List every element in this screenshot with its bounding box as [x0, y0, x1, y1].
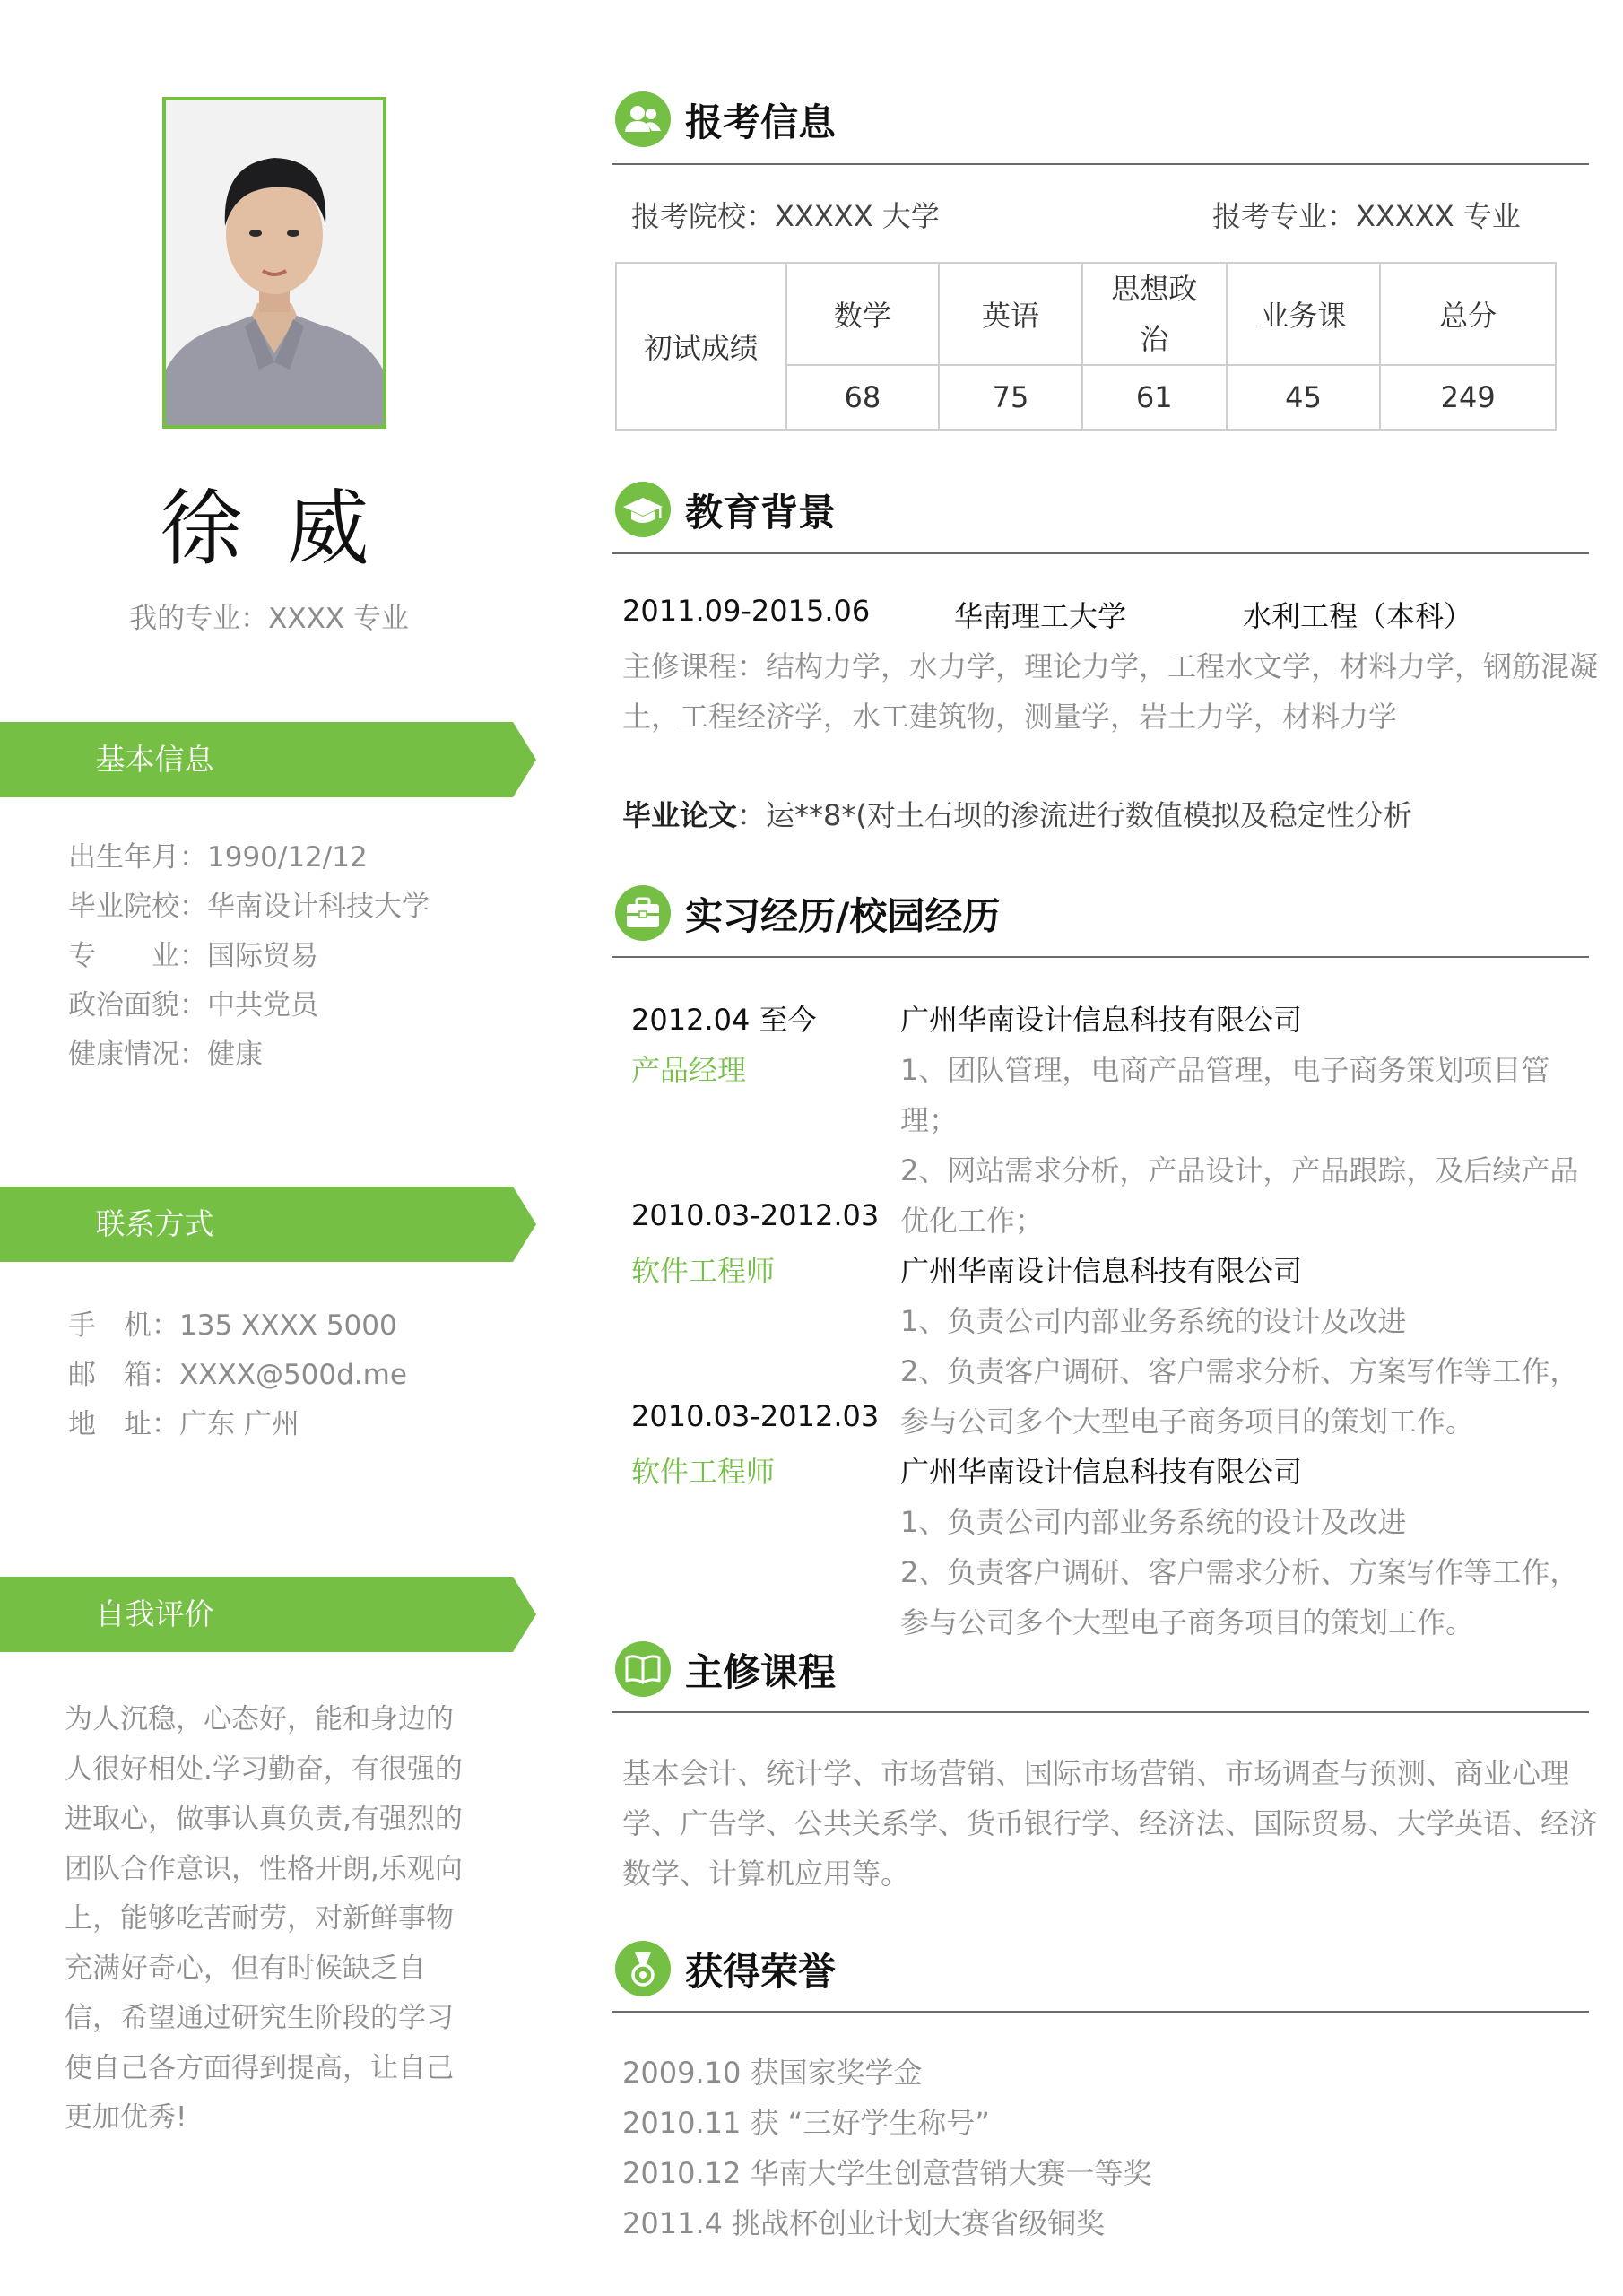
- info-major: 专 业：国际贸易: [68, 940, 318, 972]
- education-courses-line2: 土，工程经济学，水工建筑物，测量学，岩土力学，材料力学: [622, 700, 1398, 734]
- honor-item-4: 2011.4 挑战杯创业计划大赛省级铜奖: [622, 2206, 1106, 2240]
- medal-icon: [615, 1941, 671, 1996]
- experience-desc-1-line1: 1、团队管理，电商产品管理，电子商务策划项目管: [900, 1053, 1550, 1087]
- basic-info-banner: [0, 722, 536, 797]
- courses-line3: 数学、计算机应用等。: [622, 1857, 910, 1891]
- experience-role-3: 软件工程师: [631, 1455, 776, 1489]
- education-degree: 水利工程（本科）: [1243, 599, 1473, 633]
- experience-desc-1-line2: 理；: [900, 1103, 959, 1137]
- self-eval-banner: [0, 1577, 536, 1652]
- education-courses-line1: 主修课程：结构力学，水力学，理论力学，工程水文学，材料力学，钢筋混凝: [622, 649, 1599, 683]
- exam-score-table: [615, 262, 1557, 430]
- experience-desc-2-line3: 参与公司多个大型电子商务项目的策划工作。: [900, 1405, 1475, 1439]
- courses-line2: 学、广告学、公共关系学、货币银行学、经济法、国际贸易、大学英语、经济: [622, 1806, 1599, 1840]
- score-header-politics: [1082, 263, 1227, 365]
- candidate-name: 徐 威: [160, 481, 378, 577]
- score-math: 68: [786, 365, 940, 430]
- exam-school: 报考院校：XXXXX 大学: [631, 199, 940, 233]
- self-eval-text: 为人沉稳，心态好，能和身边的人很好相处.学习勤奋，有很强的进取心，做事认真负责,有强烈的团队合作意识，性格开朗,乐观向上，能够吃苦耐劳，对新鲜事物充满好奇心，但有时候缺乏自信，希望通过研究生阶段的学习使自己各方面得到提高，让自己更加优秀!: [65, 1703, 463, 2134]
- section-divider: [612, 163, 1589, 165]
- profile-photo: [162, 97, 386, 429]
- section-divider: [612, 552, 1589, 554]
- info-school: 毕业院校：华南设计科技大学: [68, 891, 430, 923]
- users-icon: [615, 91, 671, 147]
- honor-item-1: 2009.10 获国家奖学金: [622, 2056, 923, 2090]
- graduation-cap-icon: [615, 482, 671, 537]
- score-english: 75: [939, 365, 1082, 430]
- experience-period-2: 2010.03-2012.03: [631, 1198, 880, 1232]
- score-header-major-course: 业务课: [1227, 263, 1381, 365]
- score-politics: 61: [1082, 365, 1227, 430]
- info-politics: 政治面貌：中共党员: [68, 989, 318, 1022]
- contact-phone: 手 机：135 XXXX 5000: [68, 1309, 397, 1342]
- experience-desc-2-line2: 2、负责客户调研、客户需求分析、方案写作等工作，: [900, 1354, 1579, 1388]
- thesis-text: ：运**8*(对土石坝的渗流进行数值模拟及稳定性分析: [737, 798, 1412, 832]
- info-birth: 出生年月：1990/12/12: [68, 841, 368, 874]
- courses-section-title: 主修课程: [685, 1650, 837, 1694]
- experience-desc-1-line3: 2、网站需求分析，产品设计，产品跟踪，及后续产品: [900, 1153, 1579, 1187]
- courses-line1: 基本会计、统计学、市场营销、国际市场营销、市场调查与预测、商业心理: [622, 1756, 1570, 1790]
- book-icon: [615, 1641, 671, 1697]
- contact-banner: [0, 1187, 536, 1262]
- briefcase-icon: [615, 885, 671, 941]
- honors-section-title: 获得荣誉: [685, 1950, 837, 1994]
- experience-company-3: 广州华南设计信息科技有限公司: [900, 1455, 1303, 1489]
- contact-title: 联系方式: [95, 1206, 214, 1241]
- experience-desc-3-line3: 参与公司多个大型电子商务项目的策划工作。: [900, 1605, 1475, 1639]
- candidate-major: 我的专业：XXXX 专业: [129, 603, 409, 635]
- experience-desc-2-line1: 1、负责公司内部业务系统的设计及改进: [900, 1304, 1407, 1338]
- experience-desc-3-line1: 1、负责公司内部业务系统的设计及改进: [900, 1505, 1407, 1539]
- self-eval-title: 自我评价: [95, 1596, 214, 1631]
- person-photo-illustration: [166, 100, 383, 425]
- contact-email: 邮 箱：XXXX@500d.me: [68, 1359, 407, 1391]
- section-divider: [612, 2011, 1589, 2013]
- contact-address: 地 址：广东 广州: [68, 1408, 299, 1440]
- section-divider: [612, 1711, 1589, 1713]
- honor-item-3: 2010.12 华南大学生创意营销大赛一等奖: [622, 2156, 1152, 2190]
- score-header-total: 总分: [1380, 263, 1556, 365]
- exam-section-title: 报考信息: [685, 100, 837, 144]
- experience-period-3: 2010.03-2012.03: [631, 1399, 880, 1433]
- education-section-title: 教育背景: [685, 491, 837, 535]
- exam-major: 报考专业：XXXXX 专业: [1212, 199, 1521, 233]
- experience-company-2: 广州华南设计信息科技有限公司: [900, 1254, 1303, 1288]
- thesis-label: 毕业论文: [622, 798, 738, 832]
- basic-info-title: 基本信息: [95, 742, 214, 777]
- experience-role-2: 软件工程师: [631, 1254, 776, 1288]
- experience-period-1: 2012.04 至今: [631, 1003, 817, 1037]
- score-total: 249: [1380, 365, 1556, 430]
- score-major-course: 45: [1227, 365, 1381, 430]
- section-divider: [612, 956, 1589, 958]
- score-header-english: 英语: [939, 263, 1082, 365]
- info-health: 健康情况：健康: [68, 1039, 263, 1071]
- experience-desc-3-line2: 2、负责客户调研、客户需求分析、方案写作等工作，: [900, 1555, 1579, 1589]
- experience-role-1: 产品经理: [631, 1053, 747, 1087]
- score-header-math: 数学: [786, 263, 940, 365]
- score-row-label: 初试成绩: [616, 263, 786, 430]
- education-thesis: [622, 793, 1412, 834]
- table-row: [616, 263, 1556, 365]
- experience-desc-1-line4: 优化工作；: [900, 1204, 1045, 1238]
- education-school: 华南理工大学: [954, 599, 1127, 633]
- experience-company-1: 广州华南设计信息科技有限公司: [900, 1003, 1303, 1037]
- honor-item-2: 2010.11 获 “三好学生称号”: [622, 2106, 990, 2140]
- score-header-politics-text: 思想政治: [1111, 272, 1198, 356]
- education-period: 2011.09-2015.06: [622, 594, 871, 628]
- experience-section-title: 实习经历/校园经历: [685, 894, 1001, 938]
